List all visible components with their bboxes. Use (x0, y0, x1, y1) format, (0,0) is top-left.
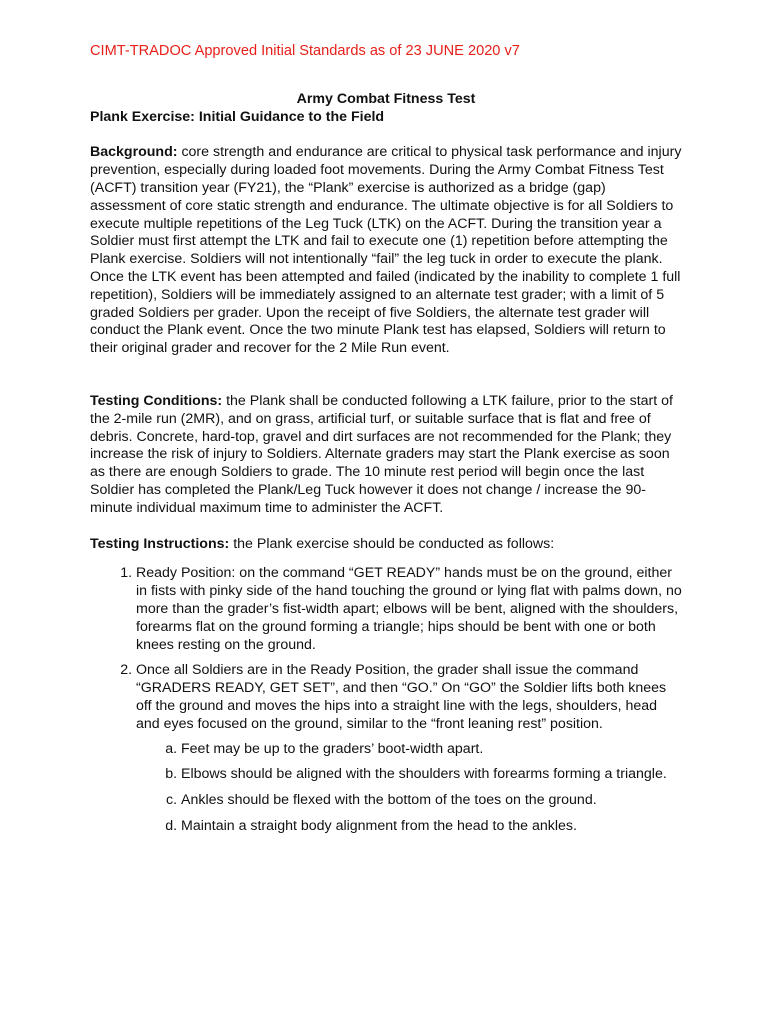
background-section (90, 144, 682, 358)
document-title: Army Combat Fitness Test (296, 90, 476, 107)
testing-conditions-label: Testing Conditions: (90, 392, 223, 409)
background-label: Background: (90, 144, 178, 161)
testing-conditions-section (90, 393, 682, 518)
instruction-substep: b. Elbows should be aligned with the shoulders with forearms forming a triangle. (181, 766, 682, 784)
document-subtitle: Plank Exercise: Initial Guidance to the Field (90, 108, 385, 125)
instruction-substep: c. Ankles should be flexed with the bottom of the toes on the ground. (181, 792, 682, 810)
document-page (90, 43, 682, 854)
instruction-substep: d. Maintain a straight body alignment from the head to the ankles. (181, 818, 682, 836)
background-paragraph (90, 144, 682, 358)
instruction-step-text: Once all Soldiers are in the Ready Position, the grader shall issue the command “GRADERS READY, GET SET”, and then “GO.” On “GO” the Soldier lifts both knees off the ground and moves the hips into a straight line with the legs, shoulders, head and eyes focused on the ground, similar to the “front leaning rest” position. (136, 662, 667, 732)
instruction-steps-list (90, 565, 682, 835)
testing-conditions-paragraph (90, 393, 682, 518)
testing-instructions-paragraph (90, 536, 682, 554)
instruction-step (136, 565, 682, 654)
instruction-substeps-list (136, 741, 682, 836)
instruction-step (136, 662, 682, 835)
header-note: CIMT-TRADOC Approved Initial Standards as of 23 JUNE 2020 v7 (90, 43, 520, 59)
testing-instructions-text: the Plank exercise should be conducted as follows: (229, 535, 555, 552)
background-text: core strength and endurance are critical to physical task performance and injury prevention, especially during loaded foot movements. During the Army Combat Fitness Test (ACFT) transition year (FY21), the “Plank” exercise is authorized as a bridge (gap) assessment of core static strength and endurance. The ultimate objective is for all Soldiers to execute multiple repetitions of the Leg Tuck (LTK) on the ACFT. During the transition year a Soldier must first attempt the LTK and fail to execute one (1) repetition before attempting the Plank exercise. Soldiers will not intentionally “fail” the leg tuck in order to execute the plank. Once the LTK event has been attempted and failed (indicated by the inability to complete 1 full repetition), Soldiers will be immediately assigned to an alternate test grader; with a limit of 5 graded Soldiers per grader. Upon the receipt of five Soldiers, the alternate test grader will conduct the Plank event. Once the two minute Plank test has elapsed, Soldiers will return to their original grader and recover for the 2 Mile Run event. (90, 144, 682, 357)
testing-conditions-text: the Plank shall be conducted following a LTK failure, prior to the start of the 2-mile run (2MR), and on grass, artificial turf, or suitable surface that is flat and free of debris. Concrete, hard-top, gravel and dirt surfaces are not recommended for the Plank; they increase the risk of injury to Soldiers. Alternate graders may start the Plank exercise as soon as there are enough Soldiers to grade. The 10 minute rest period will begin once the last Soldier has completed the Plank/Leg Tuck however it does not change / increase the 90-minute individual maximum time to administer the ACFT. (90, 392, 673, 516)
testing-instructions-section (90, 536, 682, 836)
instruction-step-text: Ready Position: on the command “GET READY” hands must be on the ground, either in fists with pinky side of the hand touching the ground or lying flat with palms down, no more than the grader’s fist-width apart; elbows will be bent, aligned with the shoulders, forearms flat on the ground forming a triangle; hips should be bent with one or both knees resting on the ground. (136, 565, 682, 653)
testing-instructions-label: Testing Instructions: (90, 535, 230, 552)
instruction-substep: a. Feet may be up to the graders’ boot-width apart. (181, 741, 682, 759)
